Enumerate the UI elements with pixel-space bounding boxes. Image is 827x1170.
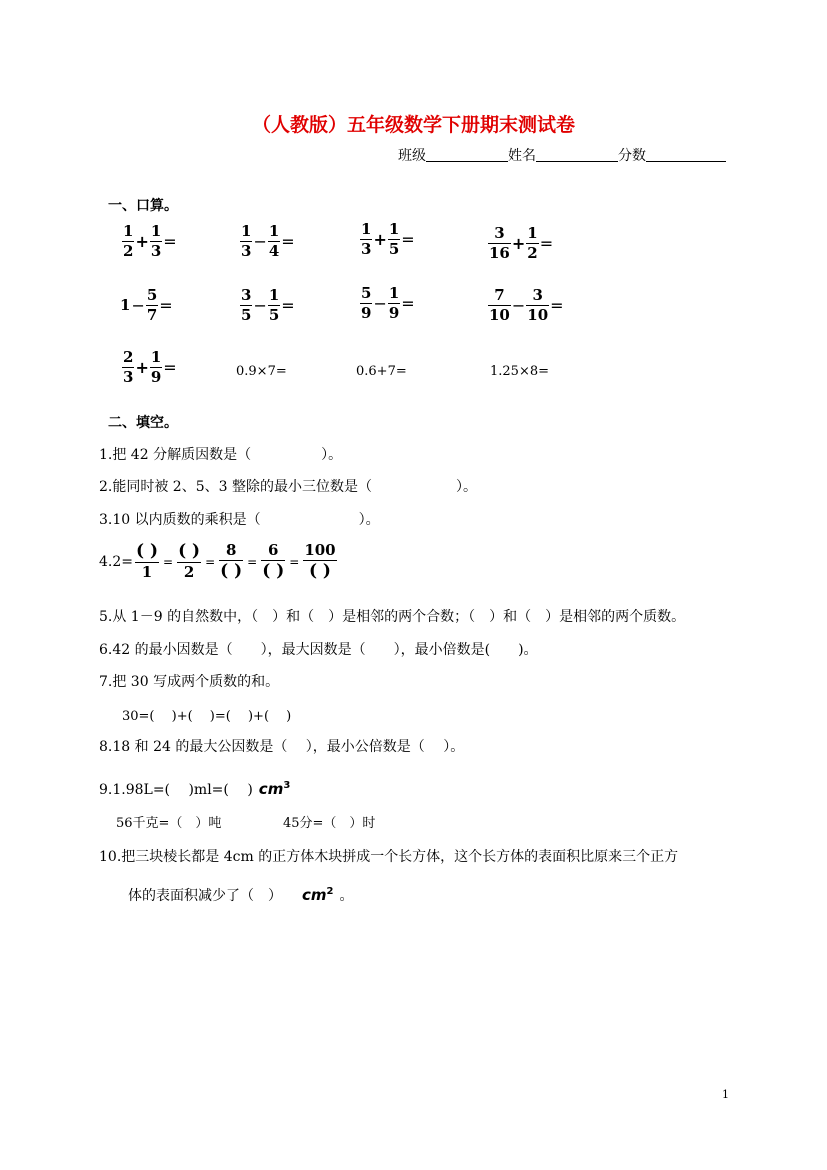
- fraction: $\frac{1}{4}$: [268, 222, 280, 260]
- fraction: $\frac{1}{9}$: [388, 284, 400, 322]
- question-7-equation: 30=( )+( )=( )+( ): [122, 709, 292, 724]
- fraction: $\frac{5}{9}$: [361, 284, 372, 322]
- student-info-line: [398, 145, 726, 165]
- fraction: $\frac{2}{3}$: [123, 348, 134, 386]
- question-2: 2.能同时被 2、5、3 整除的最小三位数是（ ）。: [99, 479, 477, 495]
- calc-6: $\frac{3}{5}$ − $\frac{1}{5}$ =: [241, 286, 295, 324]
- fraction: $\frac{3}{5}$: [241, 286, 252, 324]
- page-title: （人教版）五年级数学下册期末测试卷: [251, 114, 575, 136]
- calc-9: $\frac{2}{3}$ + $\frac{1}{9}$ =: [123, 348, 177, 386]
- calc-5: 1 − $\frac{5}{7}$ =: [120, 286, 173, 324]
- unit-cubic-cm: $cm^3$: [258, 780, 291, 798]
- fraction: $\frac{1}{2}$: [123, 222, 134, 260]
- calc-7: $\frac{5}{9}$ − $\frac{1}{9}$ =: [361, 284, 415, 322]
- question-9-time: 45分=（ ）时: [283, 816, 376, 831]
- question-10-line-2: 体的表面积减少了（ ） $cm^2$ 。: [128, 886, 354, 904]
- fraction: $\frac{8}{( )}$: [220, 541, 243, 581]
- section-1-heading: 一、口算。: [108, 198, 178, 214]
- fraction: $\frac{3}{10}$: [527, 286, 549, 324]
- fraction: $\frac{1}{5}$: [268, 286, 280, 324]
- name-blank: [536, 147, 618, 162]
- calc-11: 0.6+7=: [356, 364, 407, 379]
- question-3: 3.10 以内质数的乘积是（ ）。: [99, 512, 380, 528]
- calc-1: $\frac{1}{2}$ + $\frac{1}{3}$ =: [123, 222, 177, 260]
- unit-square-cm: $cm^2$: [302, 886, 334, 904]
- calc-10: 0.9×7=: [236, 364, 287, 379]
- score-label: 分数: [618, 148, 646, 164]
- fraction: $\frac{1}{3}$: [150, 222, 162, 260]
- section-2-heading: 二、填空。: [108, 415, 178, 431]
- calc-3: $\frac{1}{3}$ + $\frac{1}{5}$ =: [361, 220, 415, 258]
- question-1: 1.把 42 分解质因数是（ ）。: [99, 447, 343, 463]
- calc-4: $\frac{3}{16}$ + $\frac{1}{2}$ =: [489, 224, 554, 262]
- fraction: $\frac{1}{2}$: [527, 224, 538, 262]
- calc-12: 1.25×8=: [490, 364, 550, 379]
- fraction: $\frac{( )}{2}$: [178, 541, 201, 581]
- question-9-mass: 56千克=（ ）吨: [116, 816, 222, 831]
- question-7: 7.把 30 写成两个质数的和。: [99, 674, 280, 690]
- fraction: $\frac{6}{( )}$: [262, 541, 285, 581]
- fraction: $\frac{1}{3}$: [241, 222, 252, 260]
- fraction: $\frac{7}{10}$: [489, 286, 510, 324]
- score-blank: [646, 147, 726, 162]
- fraction: $\frac{( )}{1}$: [136, 541, 159, 581]
- question-6: 6.42 的最小因数是（ ），最大因数是（ ），最小倍数是( )。: [99, 642, 538, 658]
- class-label: 班级: [398, 148, 426, 164]
- fraction: $\frac{1}{5}$: [388, 220, 400, 258]
- fraction: $\frac{100}{( )}$: [304, 541, 336, 581]
- page-number: 1: [722, 1088, 729, 1101]
- question-4: 4.2= $\frac{( )}{1}$ = $\frac{( )}{2}$ = $\frac{8}{( )}$ = $\frac{6}{( )}$ = $\frac{100}{( )}$: [99, 541, 336, 581]
- whole-number: 1: [120, 296, 131, 314]
- fraction: $\frac{3}{16}$: [489, 224, 510, 262]
- name-label: 姓名: [508, 148, 536, 164]
- question-9: 9.1.98L=( )ml=( ) $cm^3$: [99, 780, 291, 798]
- question-8: 8.18 和 24 的最大公因数是（ ），最小公倍数是（ ）。: [99, 739, 465, 755]
- fraction: $\frac{1}{3}$: [361, 220, 372, 258]
- calc-2: $\frac{1}{3}$ − $\frac{1}{4}$ =: [241, 222, 295, 260]
- fraction: $\frac{5}{7}$: [146, 286, 158, 324]
- class-blank: [426, 147, 508, 162]
- question-10-line-1: 10.把三块棱长都是 4cm 的正方体木块拼成一个长方体，这个长方体的表面积比原来三个正方: [99, 849, 679, 865]
- calc-8: $\frac{7}{10}$ − $\frac{3}{10}$ =: [489, 286, 564, 324]
- question-5: 5.从 1－9 的自然数中，（ ）和（ ）是相邻的两个合数；（ ）和（ ）是相邻的两个质数。: [99, 609, 686, 625]
- fraction: $\frac{1}{9}$: [150, 348, 162, 386]
